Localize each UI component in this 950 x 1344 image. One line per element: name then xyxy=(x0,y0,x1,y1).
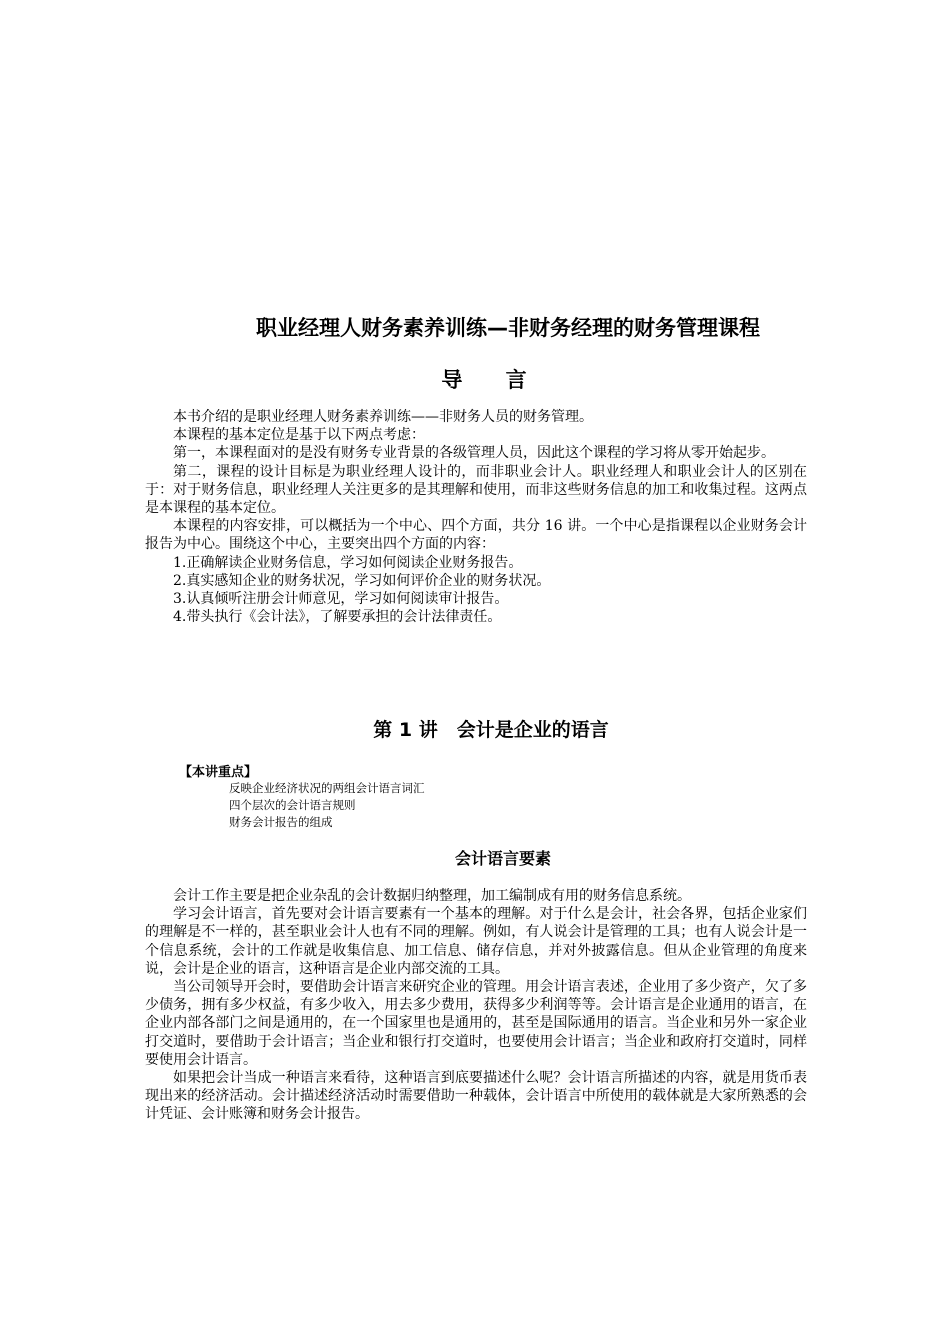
body-section xyxy=(145,887,807,1124)
body-paragraph: 会计工作主要是把企业杂乱的会计数据归纳整理，加工编制成有用的财务信息系统。 xyxy=(173,888,691,904)
key-point-item: 反映企业经济状况的两组会计语言词汇 xyxy=(229,781,425,795)
document-title: 职业经理人财务素养训练—非财务经理的财务管理课程 xyxy=(256,316,760,340)
intro-list-item: 2.真实感知企业的财务状况，学习如何评价企业的财务状况。 xyxy=(173,572,551,589)
intro-paragraph: 第二，课程的设计目标是为职业经理人设计的，而非职业会计人。职业经理人和职业会计人的区别在于：对于财务信息，职业经理人关注更多的是其理解和使用，而非这些财务信息的加工和收集过程。这两点是本课程的基本定位。 xyxy=(145,463,807,517)
body-paragraph: 如果把会计当成一种语言来看待，这种语言到底要描述什么呢？会计语言所描述的内容，就是用货币表现出来的经济活动。会计描述经济活动时需要借助一种载体，会计语言中所使用的载体就是大家所熟悉的会计凭证、会计账簿和财务会计报告。 xyxy=(145,1070,807,1123)
key-point-item: 财务会计报告的组成 xyxy=(229,815,333,829)
intro-paragraph: 本课程的内容安排，可以概括为一个中心、四个方面，共分 16 讲。一个中心是指课程以企业财务会计报告为中心。围绕这个中心，主要突出四个方面的内容： xyxy=(145,518,807,553)
intro-list-item: 4.带头执行《会计法》，了解要承担的会计法律责任。 xyxy=(173,609,502,626)
intro-section xyxy=(145,408,807,626)
intro-list-item: 1.正确解读企业财务信息，学习如何阅读企业财务报告。 xyxy=(173,554,523,571)
key-points-list xyxy=(229,780,425,831)
intro-heading: 导 言 xyxy=(441,368,545,392)
key-points-heading: 【本讲重点】 xyxy=(179,765,258,780)
document-page xyxy=(145,0,807,1344)
lecture-title: 第 1 讲 会计是企业的语言 xyxy=(373,719,609,741)
body-paragraph: 学习会计语言，首先要对会计语言要素有一个基本的理解。对于什么是会计，社会各界，包括企业家们的理解是不一样的，甚至职业会计人也有不同的理解。例如，有人说会计是管理的工具；也有人说会计是一个信息系统，会计的工作就是收集信息、加工信息、储存信息，并对外披露信息。但从企业管理的角度来说，会计是企业的语言，这种语言是企业内部交流的工具。 xyxy=(145,906,807,977)
intro-paragraph: 本课程的基本定位是基于以下两点考虑： xyxy=(173,427,425,444)
intro-paragraph: 第一，本课程面对的是没有财务专业背景的各级管理人员，因此这个课程的学习将从零开始起步。 xyxy=(173,445,775,462)
body-paragraph: 当公司领导开会时，要借助会计语言来研究企业的管理。用会计语言表述，企业用了多少资产，欠了多少债务，拥有多少权益，有多少收入，用去多少费用，获得多少利润等等。会计语言是企业通用的语言，在企业内部各部门之间是通用的，在一个国家里也是通用的，甚至是国际通用的语言。当企业和另外一家企业打交道时，要借助于会计语言；当企业和银行打交道时，也要使用会计语言；当企业和政府打交道时，同样要使用会计语言。 xyxy=(145,979,807,1068)
intro-list-item: 3.认真倾听注册会计师意见，学习如何阅读审计报告。 xyxy=(173,591,509,608)
intro-paragraph: 本书介绍的是职业经理人财务素养训练——非财务人员的财务管理。 xyxy=(173,409,593,425)
key-point-item: 四个层次的会计语言规则 xyxy=(229,798,356,812)
subsection-title: 会计语言要素 xyxy=(454,849,551,868)
